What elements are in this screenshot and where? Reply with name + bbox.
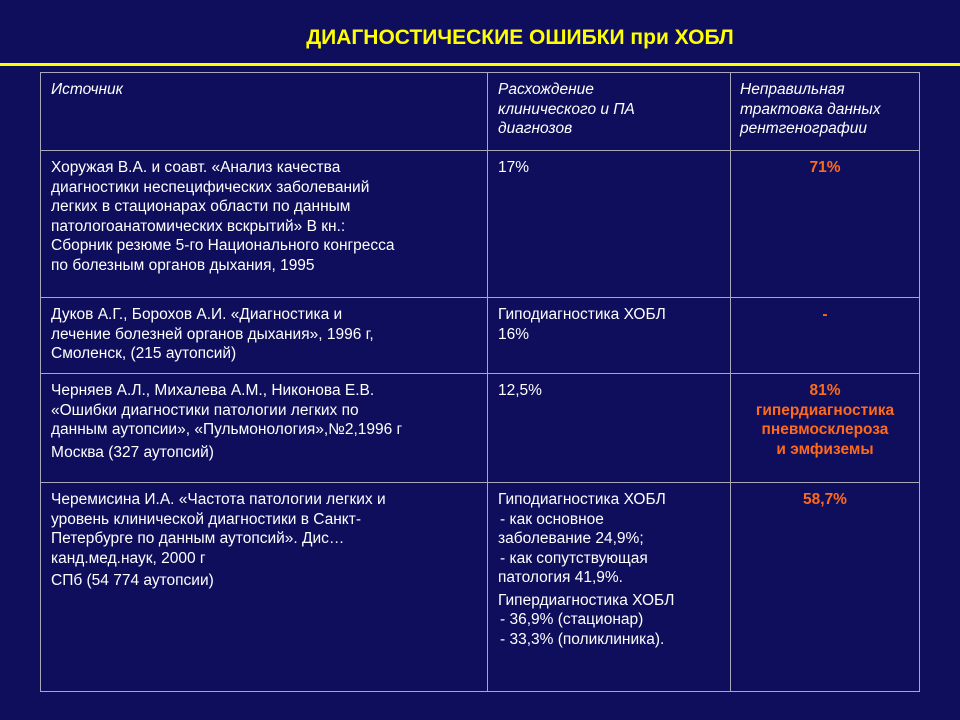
source-cell [41,298,488,374]
source-cell [41,151,488,298]
clinical-list-item: - как основное [500,510,604,528]
header-xray-misinterpretation [731,73,920,151]
source-cell [41,374,488,483]
source-line: патологоанатомических вскрытий» В кн.: [51,217,346,235]
table-row [41,483,920,692]
table-row [41,298,920,374]
source-line: Черемисина И.А. «Частота патологии легких и [51,491,386,508]
xray-value: пневмосклероза [761,421,889,438]
source-line: «Ошибки диагностики патологии легких по [51,401,359,419]
source-line: Москва (327 аутопсий) [51,443,214,461]
source-line: Петербурге по данным аутопсий». Дис… [51,530,345,547]
xray-cell [731,151,920,298]
source-line: Сборник резюме 5-го Национального конгресса [51,237,395,254]
clinical-cell [488,298,731,374]
xray-cell [731,374,920,483]
source-line: диагностики неспецифических заболеваний [51,178,370,196]
source-line: Смоленск, (215 аутопсий) [51,345,237,362]
clinical-list-item: - как сопутствующая [500,549,648,567]
source-line: Дуков А.Г., Борохов А.И. «Диагностика и [51,306,343,323]
clinical-subheading: Гиподиагностика ХОБЛ [498,491,666,508]
clinical-list-item: - 36,9% (стационар) [500,611,644,628]
source-line: лечение болезней органов дыхания», 1996 г, [51,325,374,343]
header-xray-line: Неправильная [740,81,845,98]
clinical-cell [488,151,731,298]
clinical-list-item: - 33,3% (поликлиника). [500,630,665,648]
table-row [41,374,920,483]
header-clinical-line: клинического и ПА [498,100,635,118]
clinical-list-item: заболевание 24,9%; [498,530,644,547]
xray-value: гипердиагностика [755,401,895,419]
clinical-value: 17% [498,159,530,176]
xray-value: 58,7% [803,491,847,508]
xray-value: и эмфиземы [776,440,874,458]
source-line: СПб (54 774 аутопсии) [51,572,214,589]
header-xray-line: трактовка данных [740,100,881,118]
clinical-subheading: Гипердиагностика ХОБЛ [498,591,675,609]
clinical-list-item: патология 41,9%. [498,569,623,586]
xray-value: 71% [809,159,841,176]
xray-value: - [822,306,828,323]
xray-value: 81% [809,382,841,399]
source-line: по болезным органов дыхания, 1995 [51,256,315,274]
header-clinical-line: диагнозов [498,120,573,137]
source-line: легких в стационарах области по данным [51,198,351,215]
source-line: Черняев А.Л., Михалева А.М., Никонова Е.В. [51,382,375,399]
header-xray-line: рентгенографии [740,120,867,137]
header-clinical-line: Расхождение [498,81,594,98]
clinical-value: 12,5% [498,382,542,399]
header-source-label: Источник [51,81,123,98]
source-line: уровень клинической диагностики в Санкт- [51,510,362,528]
header-source [41,73,488,151]
clinical-value: Гиподиагностика ХОБЛ [498,306,666,323]
xray-cell [731,483,920,692]
table-row [41,151,920,298]
clinical-cell [488,374,731,483]
header-clinical-discrepancy [488,73,731,151]
source-line: канд.мед.наук, 2000 г [51,549,206,567]
errors-table [40,72,920,692]
clinical-value: 16% [498,325,530,343]
xray-cell [731,298,920,374]
page-title: ДИАГНОСТИЧЕСКИЕ ОШИБКИ при ХОБЛ [306,26,734,49]
source-cell [41,483,488,692]
table-header-row [41,73,920,151]
clinical-cell [488,483,731,692]
source-line: данным аутопсии», «Пульмонология»,№2,1996 г [51,421,403,438]
source-line: Хоружая В.А. и соавт. «Анализ качества [51,159,341,176]
title-underline [0,63,960,66]
